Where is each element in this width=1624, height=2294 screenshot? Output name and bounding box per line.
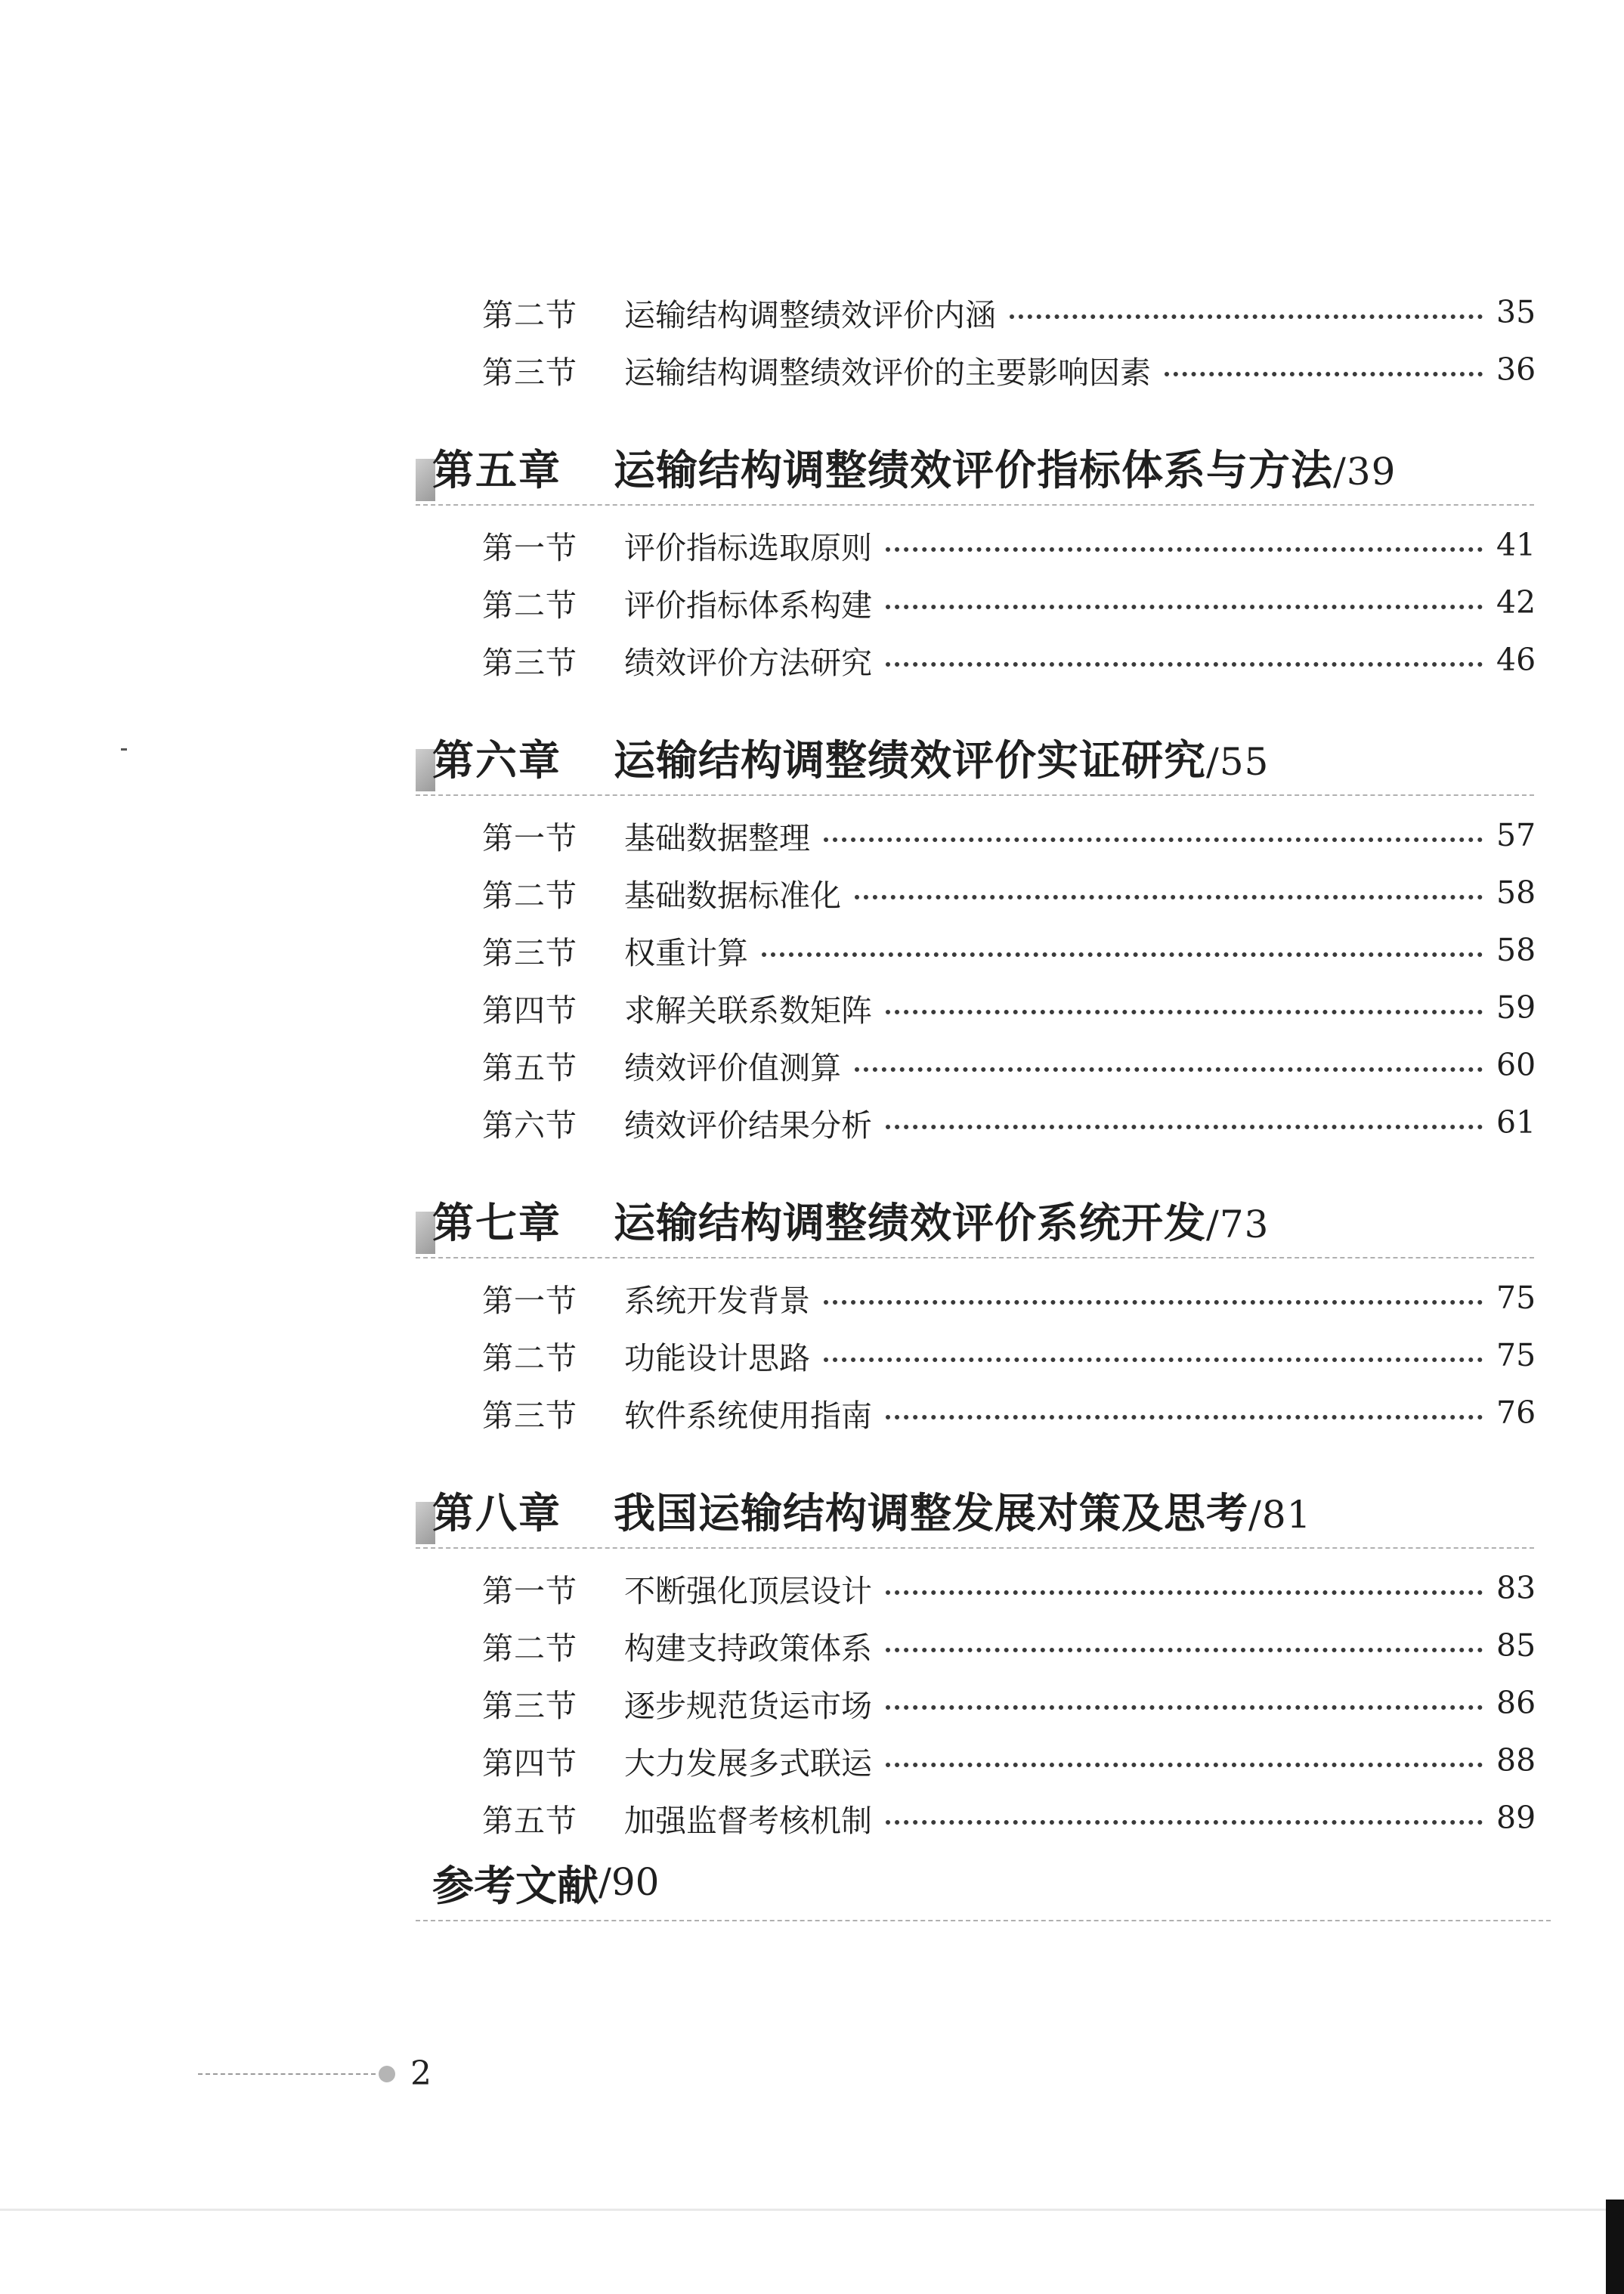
dot-leader bbox=[886, 547, 1483, 552]
references-title: 参考文献 bbox=[432, 1860, 599, 1910]
section-number: 第三节 bbox=[482, 1687, 577, 1724]
references-page: /90 bbox=[599, 1860, 660, 1904]
scan-edge-shadow bbox=[1606, 2200, 1624, 2294]
section-number: 第二节 bbox=[482, 296, 577, 333]
page-number: 88 bbox=[1496, 1742, 1536, 1779]
toc-entry[interactable] bbox=[416, 864, 1534, 921]
dot-leader bbox=[824, 1300, 1483, 1305]
chapter-number: 第七章 bbox=[432, 1197, 562, 1247]
toc-entry[interactable] bbox=[416, 283, 1534, 341]
dot-leader bbox=[886, 1705, 1483, 1710]
section-title: 不断强化顶层设计 bbox=[624, 1572, 872, 1609]
page-number: 86 bbox=[1496, 1685, 1536, 1721]
toc-entry[interactable] bbox=[416, 1789, 1534, 1847]
dot-leader bbox=[824, 837, 1483, 842]
section-title: 绩效评价方法研究 bbox=[624, 644, 872, 681]
page-number: 76 bbox=[1496, 1395, 1536, 1431]
section-title: 绩效评价值测算 bbox=[624, 1049, 841, 1086]
section-title: 构建支持政策体系 bbox=[624, 1630, 872, 1667]
page-number: 41 bbox=[1496, 527, 1536, 563]
page-number: 57 bbox=[1496, 817, 1536, 853]
toc-entry[interactable] bbox=[416, 1559, 1534, 1617]
dot-leader bbox=[886, 1415, 1483, 1419]
page-number: 58 bbox=[1496, 875, 1536, 911]
chapter-page: /73 bbox=[1206, 1202, 1270, 1246]
section-number: 第二节 bbox=[482, 1630, 577, 1667]
chapter-title: 运输结构调整绩效评价系统开发/73 bbox=[614, 1197, 1270, 1247]
page-number: 42 bbox=[1496, 584, 1536, 621]
toc-entry[interactable] bbox=[416, 1617, 1534, 1674]
chapter-title: 运输结构调整绩效评价指标体系与方法/39 bbox=[614, 444, 1397, 494]
chapter-page: /81 bbox=[1248, 1492, 1312, 1537]
chapter-heading-6[interactable] bbox=[416, 719, 1534, 796]
dot-leader bbox=[855, 1067, 1483, 1072]
section-title: 绩效评价结果分析 bbox=[624, 1107, 872, 1144]
chapter-number: 第五章 bbox=[432, 444, 562, 494]
scan-speck bbox=[121, 748, 127, 751]
dot-leader bbox=[886, 1125, 1483, 1129]
page-number: 61 bbox=[1496, 1104, 1536, 1141]
section-title: 权重计算 bbox=[624, 934, 748, 971]
page-number: 46 bbox=[1496, 642, 1536, 678]
page-number: 85 bbox=[1496, 1627, 1536, 1664]
page-number: 75 bbox=[1496, 1337, 1536, 1373]
chapter-page: /55 bbox=[1206, 739, 1270, 784]
section-number: 第三节 bbox=[482, 934, 577, 971]
page-number: 60 bbox=[1496, 1047, 1536, 1083]
toc-entry[interactable] bbox=[416, 921, 1534, 979]
toc-entry[interactable] bbox=[416, 1732, 1534, 1789]
section-number: 第二节 bbox=[482, 1339, 577, 1376]
dot-leader bbox=[886, 1820, 1483, 1825]
dot-leader bbox=[824, 1358, 1483, 1362]
section-number: 第一节 bbox=[482, 1572, 577, 1609]
section-number: 第三节 bbox=[482, 1397, 577, 1434]
footer-dashed-line bbox=[198, 2073, 376, 2075]
dot-leader bbox=[886, 1010, 1483, 1014]
toc-entry[interactable] bbox=[416, 1674, 1534, 1732]
section-title: 基础数据标准化 bbox=[624, 877, 841, 914]
dot-leader bbox=[762, 952, 1483, 957]
chapter-heading-7[interactable] bbox=[416, 1181, 1534, 1258]
chapter-heading-5[interactable] bbox=[416, 429, 1534, 506]
section-title: 运输结构调整绩效评价内涵 bbox=[624, 296, 996, 333]
chapter-number: 第六章 bbox=[432, 735, 562, 785]
chapter-title: 我国运输结构调整发展对策及思考/81 bbox=[614, 1488, 1312, 1537]
toc-entry[interactable] bbox=[416, 516, 1534, 574]
section-title: 大力发展多式联运 bbox=[624, 1744, 872, 1782]
footer-page-number: 2 bbox=[410, 2054, 432, 2093]
page-footer bbox=[198, 2054, 432, 2093]
section-title: 评价指标选取原则 bbox=[624, 529, 872, 566]
dot-leader bbox=[886, 605, 1483, 609]
section-number: 第二节 bbox=[482, 587, 577, 624]
dot-leader bbox=[886, 1648, 1483, 1652]
dot-leader bbox=[1010, 314, 1483, 319]
dot-leader bbox=[1165, 372, 1483, 376]
section-title: 逐步规范货运市场 bbox=[624, 1687, 872, 1724]
section-number: 第六节 bbox=[482, 1107, 577, 1144]
section-number: 第二节 bbox=[482, 877, 577, 914]
section-number: 第三节 bbox=[482, 354, 577, 391]
section-number: 第五节 bbox=[482, 1802, 577, 1839]
dot-leader bbox=[886, 1590, 1483, 1595]
references-heading[interactable] bbox=[416, 1844, 1551, 1921]
section-title: 系统开发背景 bbox=[624, 1282, 810, 1319]
dot-leader bbox=[886, 662, 1483, 667]
toc-entry[interactable] bbox=[416, 574, 1534, 631]
page-number: 75 bbox=[1496, 1280, 1536, 1316]
section-title: 评价指标体系构建 bbox=[624, 587, 872, 624]
toc-entry[interactable] bbox=[416, 979, 1534, 1036]
page-number: 58 bbox=[1496, 932, 1536, 968]
section-title: 求解关联系数矩阵 bbox=[624, 992, 872, 1029]
page-number: 59 bbox=[1496, 989, 1536, 1026]
section-title: 功能设计思路 bbox=[624, 1339, 810, 1376]
toc-entry[interactable] bbox=[416, 631, 1534, 689]
toc-entry[interactable] bbox=[416, 1094, 1534, 1151]
chapter-number: 第八章 bbox=[432, 1488, 562, 1537]
footer-dot-icon bbox=[379, 2066, 395, 2082]
chapter-title: 运输结构调整绩效评价实证研究/55 bbox=[614, 735, 1270, 785]
section-title: 基础数据整理 bbox=[624, 819, 810, 856]
table-of-contents bbox=[416, 283, 1534, 1847]
page-number: 83 bbox=[1496, 1570, 1536, 1606]
section-number: 第一节 bbox=[482, 819, 577, 856]
section-title: 加强监督考核机制 bbox=[624, 1802, 872, 1839]
page-number: 89 bbox=[1496, 1800, 1536, 1836]
dot-leader bbox=[855, 895, 1483, 899]
scan-edge-line bbox=[0, 2209, 1624, 2211]
section-number: 第一节 bbox=[482, 529, 577, 566]
toc-entry[interactable] bbox=[416, 1327, 1534, 1384]
toc-entry[interactable] bbox=[416, 806, 1534, 864]
chapter-page: /39 bbox=[1333, 449, 1397, 494]
chapter-heading-8[interactable] bbox=[416, 1472, 1534, 1549]
section-number: 第五节 bbox=[482, 1049, 577, 1086]
page-number: 36 bbox=[1496, 351, 1536, 388]
dot-leader bbox=[886, 1763, 1483, 1767]
toc-entry[interactable] bbox=[416, 1036, 1534, 1094]
toc-entry[interactable] bbox=[416, 341, 1534, 398]
section-number: 第四节 bbox=[482, 992, 577, 1029]
section-number: 第三节 bbox=[482, 644, 577, 681]
section-number: 第四节 bbox=[482, 1744, 577, 1782]
page-number: 35 bbox=[1496, 294, 1536, 330]
section-title: 运输结构调整绩效评价的主要影响因素 bbox=[624, 354, 1151, 391]
section-title: 软件系统使用指南 bbox=[624, 1397, 872, 1434]
section-number: 第一节 bbox=[482, 1282, 577, 1319]
toc-entry[interactable] bbox=[416, 1269, 1534, 1327]
toc-entry[interactable] bbox=[416, 1384, 1534, 1441]
